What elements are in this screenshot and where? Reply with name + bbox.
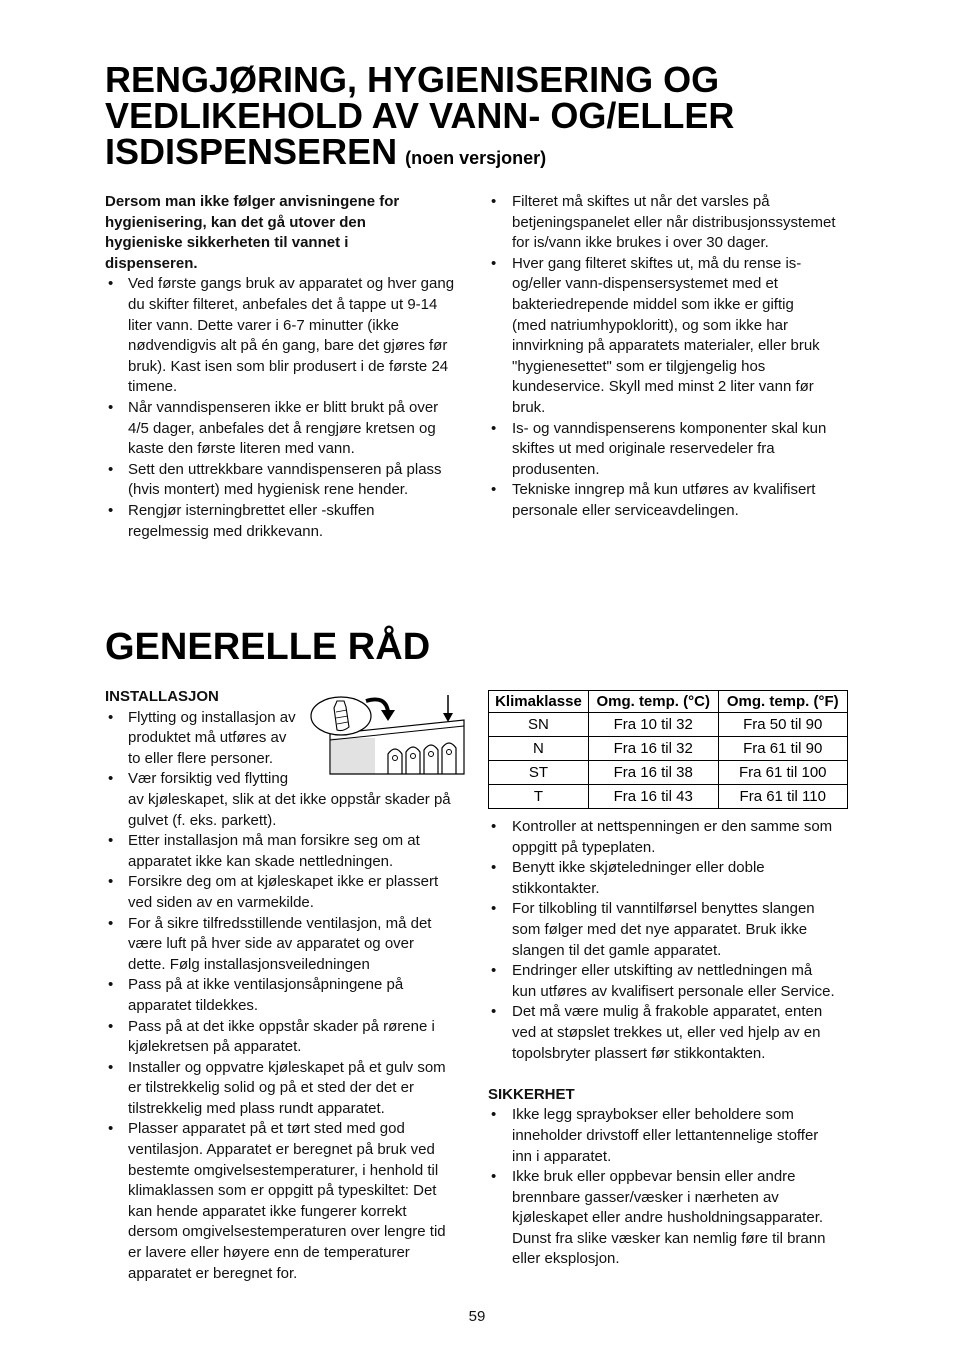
bullet-icon: • [491, 1168, 497, 1186]
bullet-text-line: inn i apparatet. [512, 1147, 612, 1165]
bullet-icon: • [108, 1058, 114, 1076]
bullet-icon: • [491, 481, 497, 499]
bullet-icon: • [491, 818, 497, 835]
foot-ring [411, 754, 416, 759]
fridge-foot [424, 745, 438, 774]
section-title [105, 59, 735, 176]
table-cell: Fra 50 til 90 [718, 713, 848, 737]
bullet-item [105, 975, 467, 1016]
bullet-text-line: Benytt ikke skjøteledninger eller doble [512, 859, 765, 877]
bullet-text-line: kundeservice. Skyll med minst 2 liter vann før [512, 378, 814, 396]
bullet-item [488, 254, 850, 419]
bullet-text-line: Dunst fra slike væsker kan nemlig føre til brann [512, 1229, 826, 1247]
bullet-text-line: Vær forsiktig ved flytting [128, 770, 289, 788]
bullet-icon: • [108, 1017, 114, 1035]
bullet-text-line: oppgitt på typeplaten. [512, 838, 656, 856]
bullet-icon: • [491, 1003, 497, 1021]
bullet-text-line: dersom omgivelsestemperaturen over lengre tid [128, 1223, 446, 1241]
bullet-text-line: skiftes ut med originale reservedeler fra [512, 440, 775, 458]
electrical-safety-column [488, 817, 850, 1270]
table-header-row [489, 691, 848, 713]
bullet-text-line: For tilkobling til vanntilførsel benyttes slangen [512, 900, 815, 918]
bullet-item [488, 858, 850, 899]
bullet-item [488, 419, 850, 481]
bullet-text-line: dette. Følg installasjonsveiledningen [128, 955, 370, 973]
warning-line: hygieniske sikkerheten til vannet i [105, 234, 349, 252]
bullet-item [488, 961, 850, 1002]
bullet-text-line: Sett den uttrekkbare vanndispenseren på plass [128, 460, 442, 478]
bullet-text-line: Filteret må skiftes ut når det varsles på [512, 193, 770, 210]
bullet-text-line: 4/5 dager, anbefales det å rengjøre kretsen og [128, 419, 436, 437]
title-line: RENGJØRING, HYGIENISERING OG [105, 59, 720, 100]
table-cell: Fra 16 til 38 [588, 761, 718, 785]
general-advice-title: GENERELLE RÅD [105, 626, 431, 668]
bullet-text-line: ventilasjon. Apparatet er beregnet på bruk ved [128, 1141, 435, 1159]
table-cell: SN [489, 713, 589, 737]
bullet-item [105, 872, 467, 913]
bullet-item [488, 1105, 850, 1167]
bullet-text-line: stikkontakter. [512, 879, 600, 897]
foot-ring [447, 750, 452, 755]
bullet-item [488, 192, 850, 254]
bullet-text-line: Flytting og installasjon av [128, 708, 296, 726]
bullet-text-line: klimaklassen som er oppgitt på typeskiltet: Det [128, 1182, 437, 1200]
bullet-text-line: Ikke legg spraybokser eller beholdere som [512, 1106, 794, 1124]
title-line: VEDLIKEHOLD AV VANN- OG/ELLER [105, 95, 735, 136]
bullet-icon: • [491, 962, 497, 980]
table-cell: T [489, 785, 589, 809]
bullet-text-line: tilstrekkelig med plass rundt apparatet. [128, 1099, 385, 1117]
bullet-item [488, 480, 850, 521]
table-cell: Fra 61 til 100 [718, 761, 848, 785]
warning-line: hygienisering, kan det gå utover den [105, 213, 366, 231]
curved-arrow-head [381, 710, 395, 721]
bullet-text-line: innvirkning på apparatets materialer, eller bruk [512, 337, 820, 355]
fridge-foot [406, 747, 420, 774]
bullet-text-line: (med natriumhypokloritt), og som ikke har [512, 316, 788, 334]
warning-line: Dersom man ikke følger anvisningene for [105, 193, 400, 210]
table-cell: Fra 61 til 110 [718, 785, 848, 809]
bullet-item [105, 501, 467, 542]
bullet-text-line: personale eller serviceavdelingen. [512, 501, 739, 519]
bullet-icon: • [491, 419, 497, 437]
table-cell: Fra 16 til 32 [588, 737, 718, 761]
safety-heading: SIKKERHET [488, 1085, 575, 1103]
bullet-item [105, 769, 467, 831]
table-cell: Fra 10 til 32 [588, 713, 718, 737]
bullet-text-line: Tekniske inngrep må kun utføres av kvalifisert [512, 481, 816, 499]
bullet-icon: • [108, 770, 114, 788]
bullet-item [105, 831, 467, 872]
bullet-text-line: apparatet tildekkes. [128, 996, 259, 1014]
bullet-text-line: Is- og vanndispenserens komponenter skal kun [512, 419, 827, 437]
bullet-text-line: kaste den første literen med vann. [128, 440, 355, 458]
bullet-text-line: betjeningspanelet eller når distribusjonssystemet [512, 213, 836, 231]
fridge-foot [388, 749, 402, 774]
bullet-icon: • [491, 193, 497, 210]
bullet-text-line: bestemte omgivelsestemperaturer, i henhold til [128, 1161, 439, 1179]
bullet-text-line: og/eller vann-dispensersystemet med et [512, 275, 778, 293]
bullet-icon: • [491, 1106, 497, 1124]
fridge-shading [331, 738, 375, 774]
down-arrow-head [443, 713, 453, 722]
bullet-item [105, 398, 467, 460]
bullet-text-line: Pass på at ikke ventilasjonsåpningene på [128, 976, 404, 994]
installation-bullet-list [105, 708, 467, 1285]
bullet-text-line: Det må være mulig å frakoble apparatet, enten [512, 1003, 823, 1021]
bullet-text-line: som følger med det nye apparatet. Bruk ikke [512, 920, 808, 938]
climate-class-table [488, 690, 848, 809]
bullet-text-line: brennbare gasser/væsker i nærheten av [512, 1188, 779, 1206]
table-cell: N [489, 737, 589, 761]
bullet-text-line: nødvendigvis alt på én gang, bare det gjøres før [128, 337, 448, 355]
bullet-text-line: apparatet er beregnet for. [128, 1264, 298, 1282]
bullet-text-line: du skifter filteret, anbefales det å tappe ut 9-14 [128, 295, 438, 313]
bullet-text-line: topolsbryter plassert før stikkontakten. [512, 1044, 766, 1062]
bullet-item [105, 1017, 467, 1058]
bullet-icon: • [491, 859, 497, 877]
bullet-text-line: Pass på at det ikke oppstår skader på rørene i [128, 1017, 435, 1035]
installation-illustration [308, 692, 466, 776]
bullet-text-line: Hver gang filteret skiftes ut, må du rense is- [512, 254, 802, 272]
bullet-text-line: "hygienesettet" som er tilgjengelig hos [512, 357, 766, 375]
installation-heading: INSTALLASJON [105, 688, 219, 705]
warning-line: dispenseren. [105, 254, 198, 272]
table-row [489, 785, 848, 809]
bullet-item [488, 1167, 850, 1270]
bullet-icon: • [108, 398, 114, 416]
table-cell: ST [489, 761, 589, 785]
bullet-text-line: ved at støpslet trekkes ut, eller ved hjelp av en [512, 1023, 821, 1041]
bullet-text-line: for is/vann ikke brukes i over 30 dager. [512, 234, 769, 252]
installation-column [105, 687, 467, 1284]
bullet-text-line: bruk). Kast isen som blir produsert i de første 24 [128, 357, 449, 375]
bullet-icon: • [108, 976, 114, 994]
bullet-text-line: Forsikre deg om at kjøleskapet ikke er plassert [128, 873, 439, 891]
bullet-icon: • [108, 708, 114, 726]
bullet-item [105, 460, 467, 501]
bullet-text-line: slangen til det gamle apparatet. [512, 941, 722, 959]
bullet-text-line: Rengjør isterningbrettet eller -skuffen [128, 501, 375, 519]
bullet-text-line: Ikke bruk eller oppbevar bensin eller andre [512, 1168, 796, 1186]
table-row [489, 737, 848, 761]
hygiene-bullet-list-right [488, 192, 850, 522]
bullet-text-line: kan hende apparatet ikke fungerer korrekt [128, 1202, 407, 1220]
bullet-text-line: Endringer eller utskifting av nettledningen må [512, 962, 813, 980]
bullet-text-line: kjøleskapet eller andre husholdningsapparater. [512, 1209, 824, 1227]
bullet-icon: • [108, 501, 114, 519]
bullet-icon: • [108, 873, 114, 891]
hygiene-bullet-list-left [105, 274, 467, 542]
bullet-text-line: ved siden av en varmekilde. [128, 893, 314, 911]
bullet-text-line: eller eksplosjon. [512, 1250, 620, 1268]
bullet-icon: • [108, 914, 114, 932]
bullet-text-line: For å sikre tilfredsstillende ventilasjon, må det [128, 914, 432, 932]
table-cell: Fra 61 til 90 [718, 737, 848, 761]
hygiene-warning [105, 192, 467, 274]
bullet-icon: • [108, 275, 114, 293]
bullet-text-line: Ved første gangs bruk av apparatet og hver gang [128, 275, 455, 293]
bullet-text-line: timene. [128, 378, 178, 396]
bullet-text-line: (hvis montert) med hygienisk rene hender. [128, 481, 409, 499]
bullet-text-line: to eller flere personer. [128, 749, 274, 767]
bullet-icon: • [108, 1120, 114, 1138]
table-cell: Fra 16 til 43 [588, 785, 718, 809]
hygiene-right-column [488, 192, 850, 522]
bullet-text-line: inneholder drivstoff eller lettantennelige stoffer [512, 1126, 819, 1144]
bullet-text-line: Når vanndispenseren ikke er blitt brukt på over [128, 398, 439, 416]
bullet-text-line: regelmessig med drikkevann. [128, 522, 324, 540]
bullet-text-line: bruk. [512, 398, 546, 416]
bullet-icon: • [491, 900, 497, 918]
bullet-text-line: være luft på hver side av apparatet og over [128, 935, 414, 953]
table-header-cell: Klimaklasse [489, 691, 589, 713]
bullet-text-line: Etter installasjon må man forsikre seg om at [128, 832, 420, 850]
bullet-icon: • [491, 254, 497, 272]
bullet-text-line: er tilstrekkelig solid og på et sted der det er [128, 1079, 414, 1097]
bullet-text-line: bakteriedrepende middel som ikke er giftig [512, 295, 794, 313]
bullet-icon: • [108, 832, 114, 850]
bullet-text-line: kjølekretsen på apparatet. [128, 1038, 302, 1056]
title-line-text: ISDISPENSEREN [105, 131, 398, 172]
table-row [489, 761, 848, 785]
bullet-text-line: apparatet ikke kan skade nettledningen. [128, 852, 394, 870]
bullet-item [105, 1119, 467, 1284]
table-header-cell: Omg. temp. (°F) [718, 691, 848, 713]
bullet-text-line: produsenten. [512, 460, 600, 478]
fridge-foot [442, 743, 456, 774]
bullet-text-line: produktet må utføres av [128, 729, 287, 747]
bullet-item [105, 274, 467, 398]
bullet-text-line: Plasser apparatet på et tørt sted med god [128, 1120, 405, 1138]
bullet-text-line: kun utføres av kvalifisert personale eller Service. [512, 982, 835, 1000]
table-header-cell: Omg. temp. (°C) [588, 691, 718, 713]
bullet-icon: • [108, 460, 114, 478]
hygiene-left-column [105, 192, 467, 542]
foot-ring [393, 756, 398, 761]
bullet-item [488, 1002, 850, 1064]
bullet-text-line: Kontroller at nettspenningen er den samme som [512, 818, 833, 835]
bullet-text-line: Installer og oppvatre kjøleskapet på et gulv som [128, 1058, 446, 1076]
bullet-item [488, 899, 850, 961]
bullet-text-line: liter vann. Dette varer i 6-7 minutter (ikke [128, 316, 399, 334]
bullet-item [488, 817, 850, 858]
page-number: 59 [468, 1308, 486, 1325]
foot-ring [429, 752, 434, 757]
title-line [105, 131, 734, 176]
bullet-text-line: gulvet (f. eks. parkett). [128, 811, 277, 829]
bullet-text-line: er lavere eller høyere enn de temperaturer [128, 1244, 410, 1262]
bullet-text-line: av kjøleskapet, slik at det ikke oppstår skader på [128, 790, 451, 808]
electrical-bullet-list [488, 817, 850, 1064]
bullet-item [105, 914, 467, 976]
safety-bullet-list [488, 1105, 850, 1270]
bullet-item [105, 1058, 467, 1120]
title-note: (noen versjoner) [405, 148, 547, 168]
table-row [489, 713, 848, 737]
